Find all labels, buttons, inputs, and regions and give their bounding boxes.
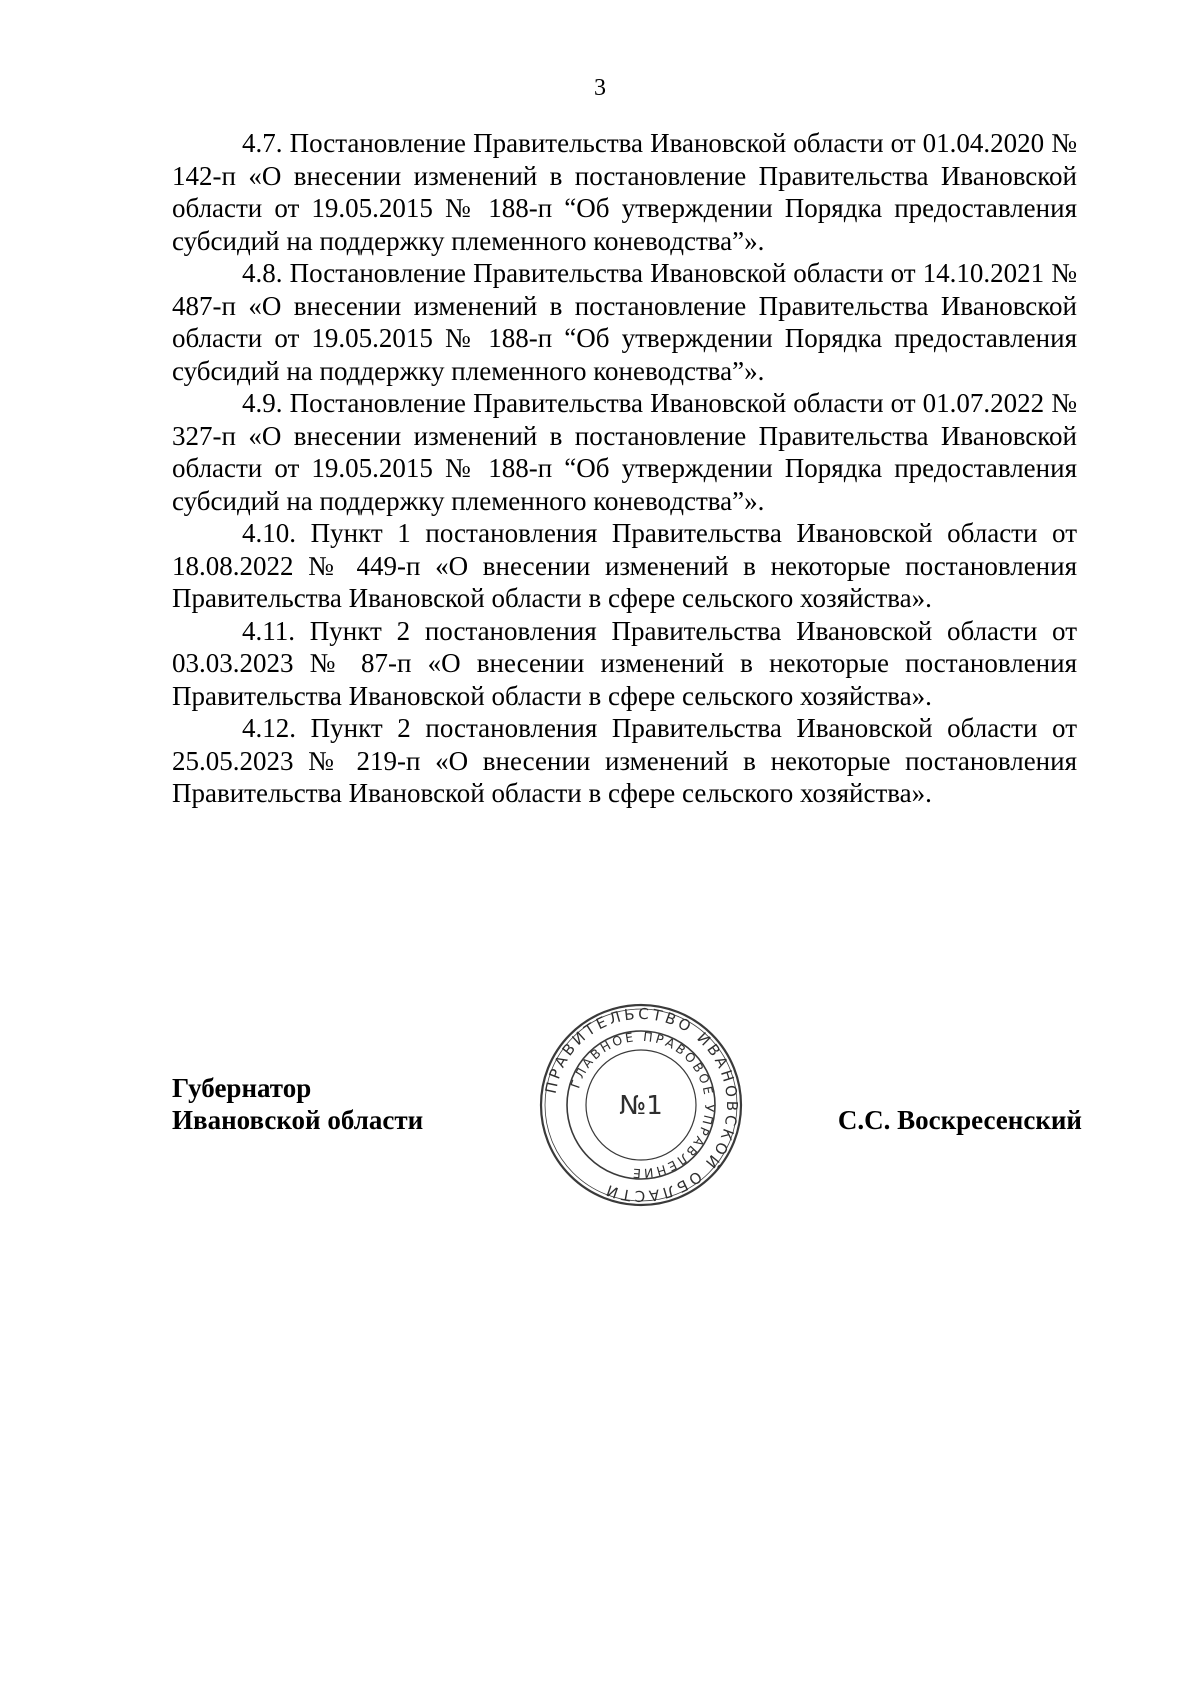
page-number: 3 <box>594 75 606 101</box>
paragraph-4-7: 4.7. Постановление Правительства Ивановской области от 01.04.2020 № 142-п «О внесении изменений в постановление Правительства Ивановской области от 19.05.2015 № 188-п “Об утверждении Порядка предоставления субсидий на поддержку племенного коневодства”». <box>172 128 1077 256</box>
svg-text:№1: №1 <box>619 1091 663 1121</box>
paragraph-4-12: 4.12. Пункт 2 постановления Правительства Ивановской области от 25.05.2023 № 219-п «О внесении изменений в некоторые постановления Правительства Ивановской области в сфере сельского хозяйства». <box>172 713 1077 808</box>
paragraph-4-8: 4.8. Постановление Правительства Ивановской области от 14.10.2021 № 487-п «О внесении изменений в постановление Правительства Ивановской области от 19.05.2015 № 188-п “Об утверждении Порядка предоставления субсидий на поддержку племенного коневодства”». <box>172 258 1077 386</box>
signatory-name: С.С. Воскресенский <box>837 1105 1082 1135</box>
paragraph-4-11: 4.11. Пункт 2 постановления Правительства Ивановской области от 03.03.2023 № 87-п «О внесении изменений в некоторые постановления Правительства Ивановской области в сфере сельского хозяйства». <box>172 615 1077 711</box>
stamp-seal-image <box>536 1000 746 1210</box>
signatory-position-line-1: Губернатор <box>172 1073 312 1103</box>
signatory-position <box>172 1072 423 1136</box>
document-body <box>172 127 1077 810</box>
paragraph-4-9: 4.9. Постановление Правительства Ивановской области от 01.07.2022 № 327-п «О внесении изменений в постановление Правительства Ивановской области от 19.05.2015 № 188-п “Об утверждении Порядка предоставления субсидий на поддержку племенного коневодства”». <box>172 388 1077 516</box>
svg-text:ГЛАВНОЕ ПРАВОВОЕ УПРАВЛЕНИЕ: ГЛАВНОЕ ПРАВОВОЕ УПРАВЛЕНИЕ <box>567 1028 718 1182</box>
paragraph-4-10: 4.10. Пункт 1 постановления Правительства Ивановской области от 18.08.2022 № 449-п «О внесении изменений в некоторые постановления Правительства Ивановской области в сфере сельского хозяйства». <box>172 518 1077 613</box>
svg-text:ПРАВИТЕЛЬСТВО ИВАНОВСКОЙ ОБЛАС: ПРАВИТЕЛЬСТВО ИВАНОВСКОЙ ОБЛАСТИ <box>541 1004 742 1206</box>
signatory-position-line-2: Ивановской области <box>172 1105 424 1135</box>
official-stamp <box>536 1000 746 1210</box>
